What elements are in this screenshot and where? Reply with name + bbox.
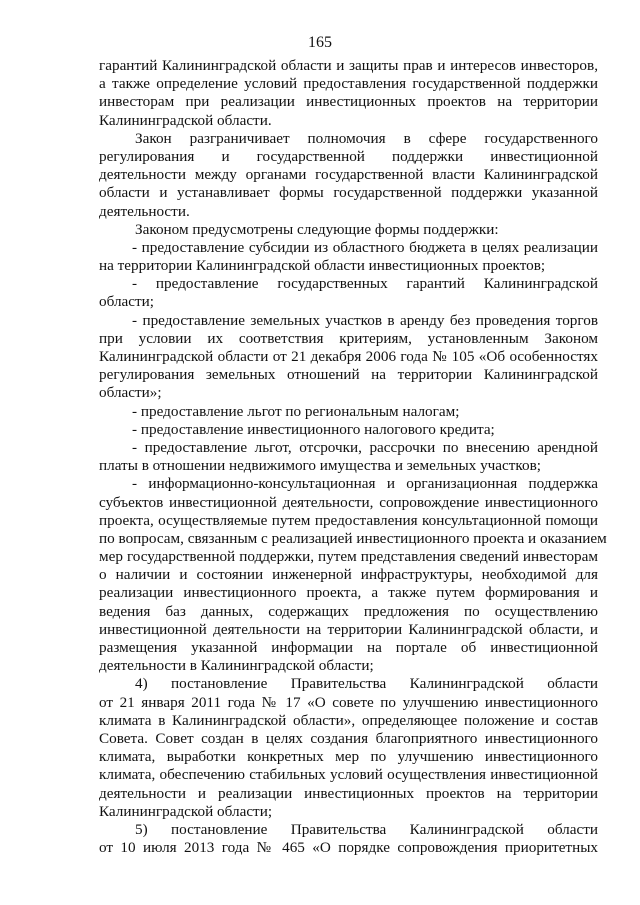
- text-line: Законом предусмотрены следующие формы поддержки:: [135, 220, 499, 238]
- text-line: инвестиционной деятельности на территории Калининградской области, и: [99, 620, 598, 638]
- text-line: Калининградской области.: [99, 111, 272, 129]
- text-line: Калининградской области;: [99, 802, 273, 820]
- text-line: Совета. Совет создан в целях создания благоприятного инвестиционного: [99, 729, 598, 747]
- text-line: инвесторам при реализации инвестиционных проектов на территории: [99, 93, 598, 111]
- text-line: - предоставление инвестиционного налогового кредита;: [132, 420, 495, 438]
- text-line: 4) постановление Правительства Калининградской области: [135, 675, 598, 693]
- text-line: Калининградской области от 21 декабря 2006 года № 105 «Об особенностях: [99, 348, 598, 365]
- text-line: - информационно-консультационная и организационная поддержка: [132, 475, 598, 493]
- text-line: области;: [99, 293, 154, 311]
- text-line: - предоставление льгот по региональным налогам;: [132, 402, 460, 420]
- text-line: платы в отношении недвижимого имущества и земельных участков;: [99, 457, 542, 475]
- text-line: области и устанавливает формы государственной поддержки указанной: [99, 184, 598, 202]
- text-line: климата, обеспечению стабильных условий осуществления инвестиционной: [99, 766, 598, 784]
- text-line: субъектов инвестиционной деятельности, сопровождение инвестиционного: [99, 493, 598, 511]
- text-line: климата в Калининградской области», определяющее положение и состав: [99, 711, 598, 729]
- text-line: о наличии и состоянии инженерной инфраструктуры, необходимой для: [99, 566, 598, 584]
- text-line: при условии их соответствия критериям, установленным Законом: [99, 329, 598, 347]
- text-line: регулирования и государственной поддержки инвестиционной: [99, 147, 598, 165]
- text-line: проекта, осуществляемые путем предоставления консультационной помощи: [99, 511, 598, 529]
- text-line: реализации инвестиционного проекта, а также путем формирования и: [99, 584, 598, 602]
- text-line: гарантий Калининградской области и защиты прав и интересов инвесторов,: [99, 57, 598, 74]
- text-line: ведения баз данных, содержащих предложения по осуществлению: [99, 602, 598, 620]
- text-line: от 10 июля 2013 года № 465 «О порядке сопровождения приоритетных: [99, 839, 598, 857]
- text-line: Закон разграничивает полномочия в сфере государственного: [135, 129, 598, 147]
- text-line: - предоставление государственных гарантий Калининградской: [132, 275, 598, 293]
- text-line: а также определение условий предоставления государственной поддержки: [99, 75, 598, 93]
- text-line: от 21 января 2011 года № 17 «О совете по улучшению инвестиционного: [99, 693, 598, 711]
- text-line: - предоставление земельных участков в аренду без проведения торгов: [132, 311, 598, 329]
- text-line: размещения указанной информации на портале об инвестиционной: [99, 639, 598, 656]
- text-line: деятельности и реализации инвестиционных проектов на территории: [99, 784, 598, 802]
- text-line: деятельности в Калининградской области;: [99, 657, 374, 675]
- document-body: [99, 57, 607, 857]
- text-line: деятельности.: [99, 202, 190, 220]
- text-line: - предоставление льгот, отсрочки, рассрочки по внесению арендной: [132, 438, 598, 456]
- page-number: 165: [308, 34, 332, 51]
- text-line: климата, выработки конкретных мер по улучшению инвестиционного: [99, 748, 598, 766]
- text-line: - предоставление субсидии из областного бюджета в целях реализации: [132, 238, 598, 256]
- text-line: по вопросам, связанным с реализацией инвестиционного проекта и оказанием: [99, 529, 607, 547]
- text-line: 5) постановление Правительства Калининградской области: [135, 820, 598, 838]
- text-line: регулирования земельных отношений на территории Калининградской: [99, 366, 598, 384]
- text-line: области»;: [99, 384, 162, 402]
- text-line: мер государственной поддержки, путем представления сведений инвесторам: [99, 548, 598, 566]
- text-line: на территории Калининградской области инвестиционных проектов;: [99, 257, 546, 275]
- text-line: деятельности между органами государственной власти Калининградской: [99, 166, 598, 184]
